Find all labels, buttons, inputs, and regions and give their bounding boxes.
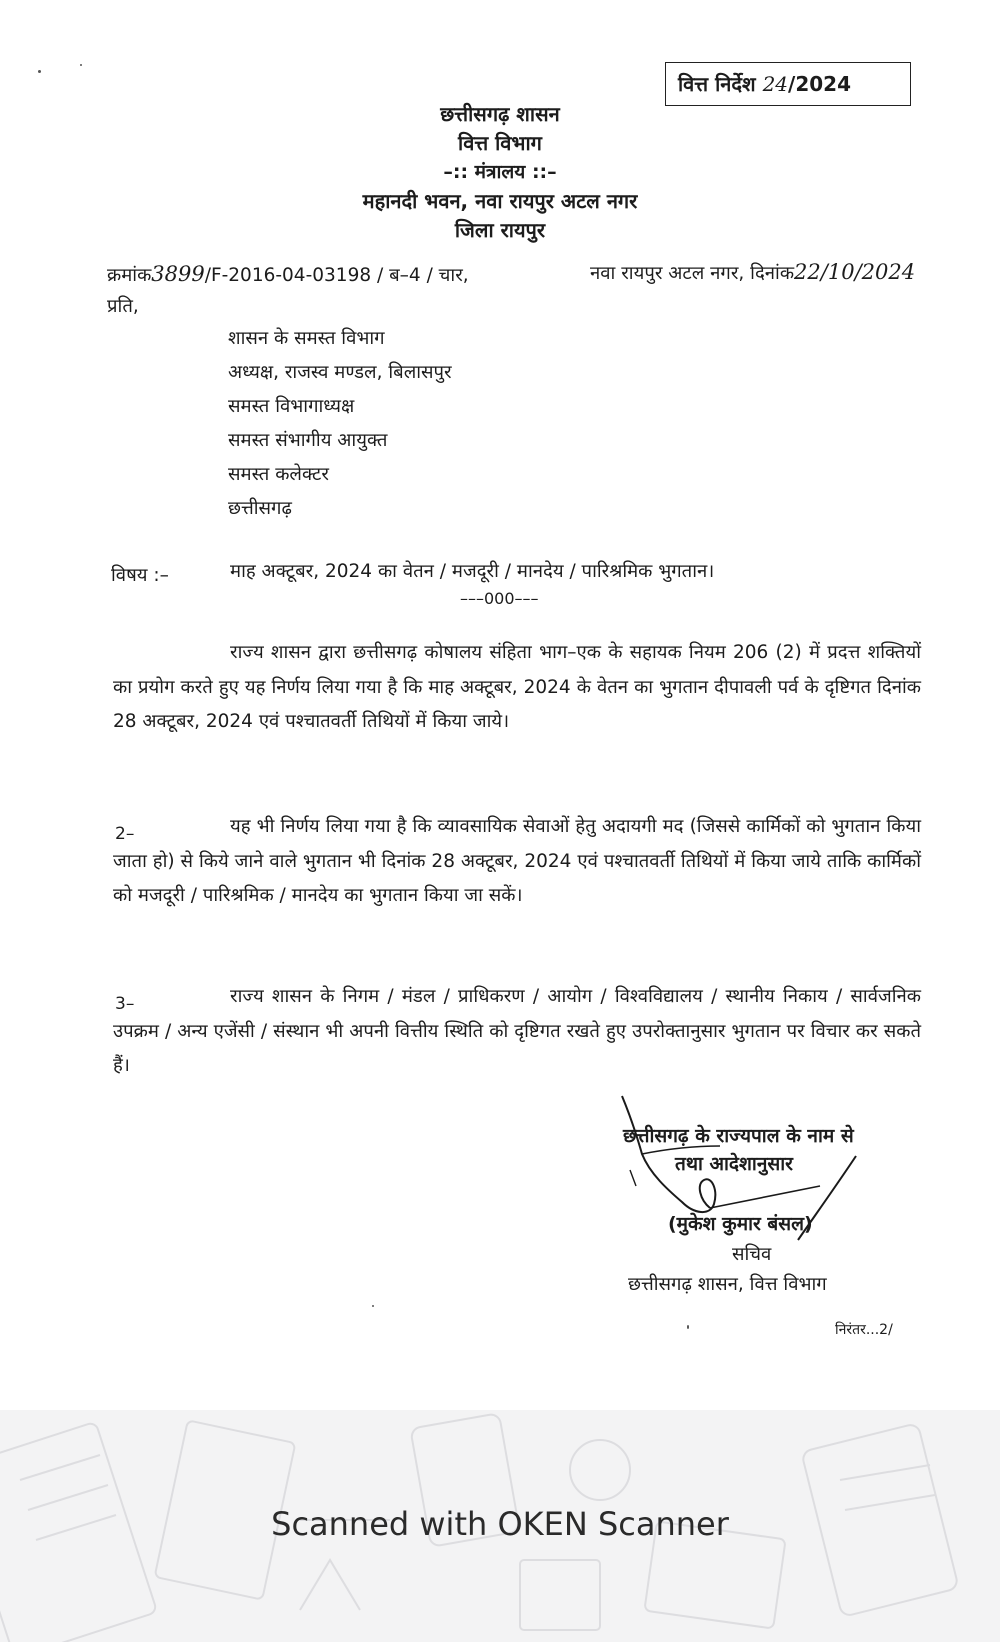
header-mantralaya: –:: मंत्रालय ::–: [443, 161, 557, 183]
recipient-line: समस्त विभागाध्यक्ष: [228, 396, 355, 417]
prati-label: प्रति,: [107, 296, 139, 317]
paragraph-number: 3–: [115, 994, 135, 1014]
memo-number-handwritten: 3899: [151, 262, 205, 286]
paragraph-text: यह भी निर्णय लिया गया है कि व्यावसायिक सेवाओं हेतु अदायगी मद (जिससे कार्मिकों को भुगतान किया जाता हो) से किये जाने वाले भुगतान भी दिनांक 28 अक्टूबर, 2024 एवं पश्चातवर्ती तिथियों में किया जाये ताकि कार्मिकों को मजदूरी / पारिश्रमिक / मानदेय का भुगतान किया जा सकें।: [113, 816, 921, 906]
subject-separator: –––000–––: [460, 589, 539, 608]
signature-authority-line: छत्तीसगढ़ के राज्यपाल के नाम से: [623, 1125, 854, 1147]
paragraph-text: राज्य शासन के निगम / मंडल / प्राधिकरण / आयोग / विश्वविद्यालय / स्थानीय निकाय / सार्वजनिक उपक्रम / अन्य एजेंसी / संस्थान भी अपनी वित्तीय स्थिति को दृष्टिगत रखते हुए उपरोक्तानुसार भुगतान पर विचार कर सकते हैं।: [113, 986, 921, 1076]
memo-date-handwritten: 22/10/2024: [794, 260, 916, 284]
header-government: छत्तीसगढ़ शासन: [440, 102, 560, 126]
scan-speck: [687, 1325, 689, 1329]
signatory-designation: सचिव: [732, 1244, 772, 1265]
scan-speck: [38, 70, 41, 73]
scanner-footer-text: Scanned with OKEN Scanner: [271, 1505, 729, 1543]
recipient-line: समस्त कलेक्टर: [228, 464, 329, 485]
recipient-line: अध्यक्ष, राजस्व मण्डल, बिलासपुर: [228, 362, 452, 383]
signature-order-line: तथा आदेशानुसार: [675, 1153, 793, 1175]
recipient-line: शासन के समस्त विभाग: [228, 328, 385, 349]
recipient-line: समस्त संभागीय आयुक्त: [228, 430, 388, 451]
place-date-label: नवा रायपुर अटल नगर, दिनांक: [590, 263, 795, 284]
recipient-line: छत्तीसगढ़: [228, 498, 292, 519]
reference-year: /2024: [788, 72, 851, 96]
signatory-name: (मुकेश कुमार बंसल): [668, 1213, 813, 1235]
paragraph-text: राज्य शासन द्वारा छत्तीसगढ़ कोषालय संहिता भाग–एक के सहायक नियम 206 (2) में प्रदत्त शक्तियों का प्रयोग करते हुए यह निर्णय लिया गया है कि माह अक्टूबर, 2024 के वेतन का भुगतान दीपावली पर्व के दृष्टिगत दिनांक 28 अक्टूबर, 2024 एवं पश्चातवर्ती तिथियों में किया जाये।: [113, 642, 921, 732]
scanner-footer: [0, 1410, 1000, 1642]
memo-number-label: क्रमांक: [107, 265, 152, 286]
subject-label: विषय :–: [111, 565, 169, 586]
header-department: वित्त विभाग: [458, 131, 542, 155]
paragraph-number: 2–: [115, 824, 135, 844]
signatory-department: छत्तीसगढ़ शासन, वित्त विभाग: [628, 1274, 827, 1295]
memo-place-date: [590, 260, 915, 285]
scan-speck: [80, 64, 82, 66]
scan-speck: [372, 1305, 374, 1307]
reference-handwritten-number: 24: [762, 72, 789, 96]
continuation-marker: निरंतर...2/: [835, 1322, 893, 1338]
reference-prefix: वित्त निर्देश: [678, 72, 756, 96]
paragraph-2: [113, 810, 921, 914]
memo-number: [107, 262, 469, 287]
header-district: जिला रायपुर: [454, 218, 546, 242]
memo-number-file: /F-2016-04-03198 / ब–4 / चार,: [204, 265, 469, 286]
header-address: महानदी भवन, नवा रायपुर अटल नगर: [362, 189, 638, 213]
subject-text: माह अक्टूबर, 2024 का वेतन / मजदूरी / मानदेय / पारिश्रमिक भुगतान।: [230, 561, 715, 582]
paragraph-1: [113, 636, 921, 740]
paragraph-3: [113, 980, 921, 1084]
